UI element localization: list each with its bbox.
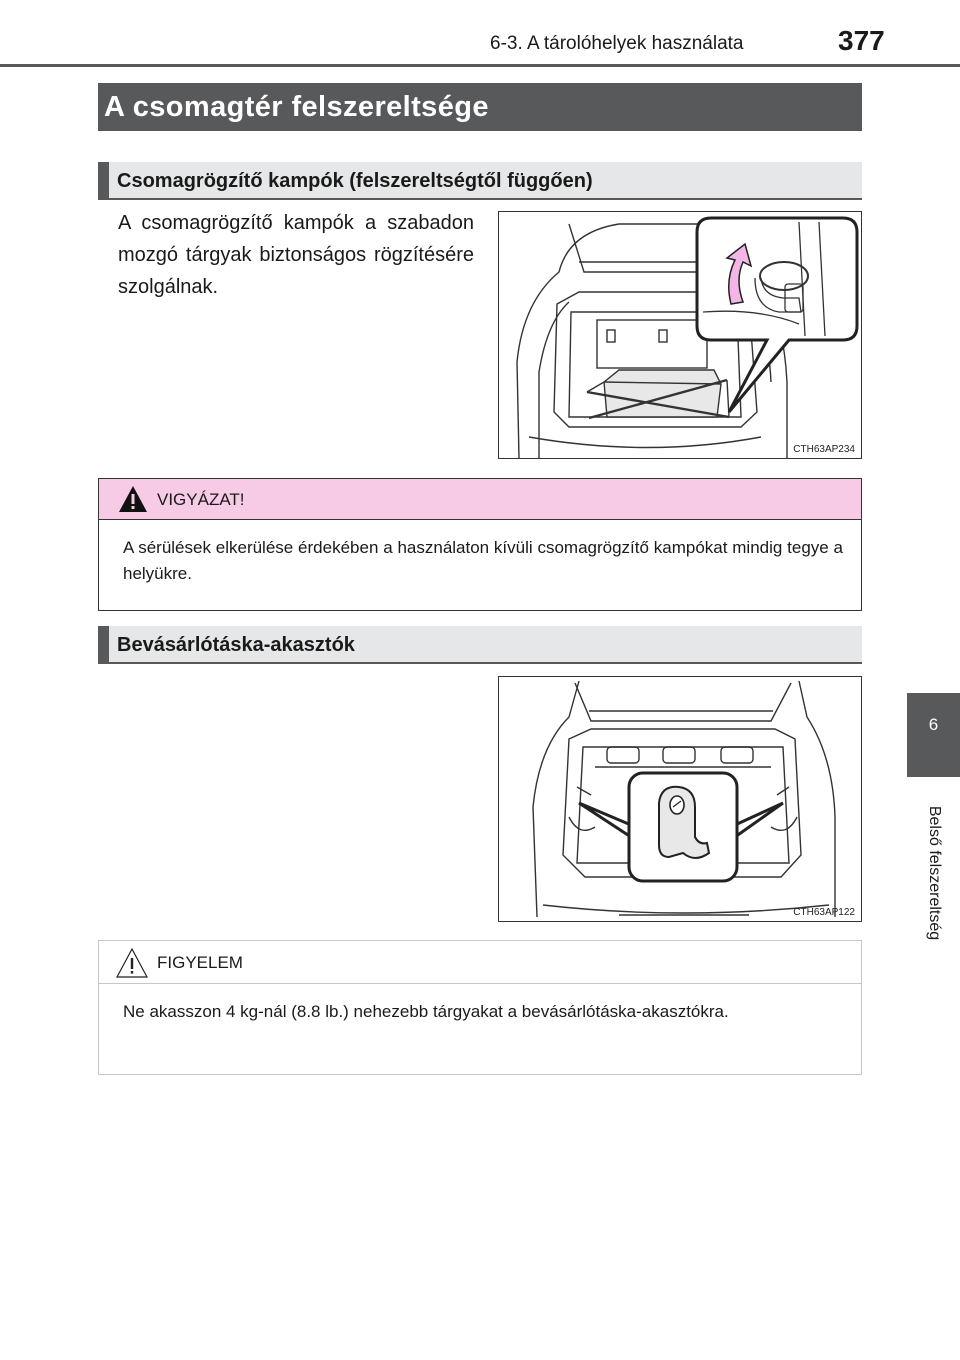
running-header: 6-3. A tárolóhelyek használata [490,33,744,54]
chapter-number: 6 [928,715,939,734]
notice-box [98,940,862,1075]
chapter-label: Belső felszereltség [926,805,943,941]
caution-text: A sérülések elkerülése érdekében a használaton kívüli csomagrögzítő kampókat mindig tegye a helyükre. [123,538,843,583]
cargo-hook-illustration [498,211,862,459]
trunk-with-hooks-drawing [499,212,861,458]
caution-box [98,478,862,611]
page-number: 377 [838,25,885,56]
notice-title: FIGYELEM [157,953,243,972]
chapter-tab [907,693,960,777]
notice-triangle-icon [115,947,149,979]
trunk-with-bag-hooks-drawing [499,677,861,921]
page-title: A csomagtér felszereltsége [98,83,862,131]
figure-code: CTH63AP122 [793,907,855,918]
figure-code: CTH63AP234 [793,444,855,455]
warning-triangle-icon [117,484,149,514]
cargo-hooks-description: A csomagrögzítő kampók a szabadon mozgó tárgyak biztonságos rögzítésére szolgálnak. [118,212,474,298]
notice-header [99,941,861,984]
section-heading-cargo-hooks: Csomagrögzítő kampók (felszereltségtől függően) [98,162,862,200]
notice-text: Ne akasszon 4 kg-nál (8.8 lb.) nehezebb tárgyakat a bevásárlótáska-akasztókra. [123,1002,729,1021]
bag-hook-illustration [498,676,862,922]
header-rule [0,64,960,67]
caution-header [99,479,861,520]
caution-title: VIGYÁZAT! [157,490,245,509]
section-heading-bag-hooks: Bevásárlótáska-akasztók [98,626,862,664]
